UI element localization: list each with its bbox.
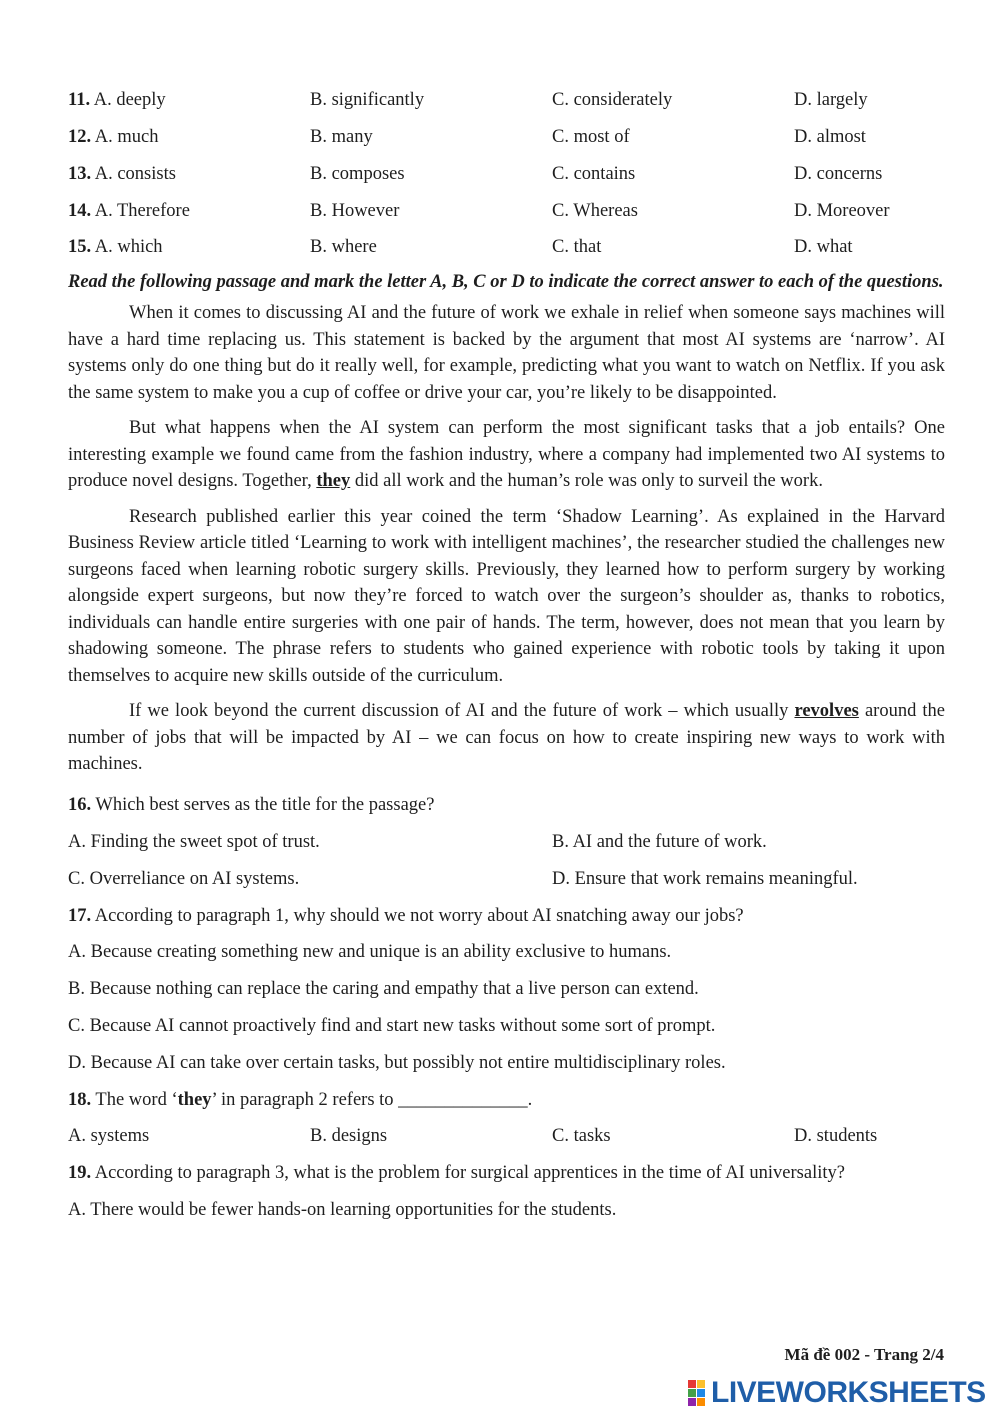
passage-paragraph-4: If we look beyond the current discussion of AI and the future of work – which usually revolves around the number of jobs that will be impacted by AI – we can focus on how to create inspiring new ways to work with machines. <box>68 701 946 775</box>
option-a[interactable]: 11. A. deeply <box>68 90 166 111</box>
question-17: 17. According to paragraph 1, why should we not worry about AI snatching away our jobs? <box>68 905 744 926</box>
question-18-options <box>68 1118 945 1155</box>
passage-paragraph-3: Research published earlier this year coined the term ‘Shadow Learning’. As explained in the Harvard Business Review article titled ‘Learning to work with intelligent machines’, the researcher studied the challenges new surgeons faced when learning robotic surgery skills. Previously, they learned how to perform surgery by working alongside expert surgeons, but now they’re forced to watch over the surgeon’s shoulder as, thanks to robotics, individuals can handle entire surgeries with one pair of hands. The term, however, does not mean that you learn by shadowing someone. The phrase refers to students who gained experience with robotic tools by taking it upon themselves to acquire new skills outside of the curriculum. <box>68 506 945 686</box>
question-16-options-row-2 <box>68 861 945 898</box>
option-b[interactable]: B. Because nothing can replace the caring and empathy that a live person can extend. <box>68 979 699 1000</box>
previous-questions <box>68 82 945 266</box>
referenced-word-they: they <box>316 471 351 492</box>
option-b[interactable]: B. However <box>310 200 400 221</box>
option-b[interactable]: B. designs <box>310 1126 388 1147</box>
option-c[interactable]: C. Overreliance on AI systems. <box>68 868 300 889</box>
question-19: 19. According to paragraph 3, what is the problem for surgical apprentices in the time of AI universality? <box>68 1163 845 1184</box>
logo-text: LIVEWORKSHEETS <box>711 1376 986 1409</box>
option-d[interactable]: D. what <box>794 237 853 258</box>
option-b[interactable]: B. composes <box>310 163 405 184</box>
option-b[interactable]: B. AI and the future of work. <box>552 831 767 852</box>
option-d[interactable]: D. students <box>794 1126 878 1147</box>
question-row-11 <box>68 82 945 119</box>
worksheet-page <box>68 82 945 1229</box>
option-a[interactable]: A. There would be fewer hands-on learning opportunities for the students. <box>68 1199 617 1220</box>
passage-paragraph-2: But what happens when the AI system can perform the most significant tasks that a job entails? One interesting example we found came from the fashion industry, where a company had implemented two AI systems to produce novel designs. Together, they did all work and the human’s role was only to surveil the work. <box>68 418 945 492</box>
question-16: 16. Which best serves as the title for the passage? <box>68 795 435 816</box>
logo-square <box>697 1398 705 1406</box>
option-d[interactable]: D. almost <box>794 126 866 147</box>
question-row-14 <box>68 192 945 229</box>
option-d[interactable]: D. concerns <box>794 163 883 184</box>
liveworksheets-logo <box>688 1376 986 1410</box>
option-a[interactable]: A. Because creating something new and unique is an ability exclusive to humans. <box>68 942 672 963</box>
option-c[interactable]: C. Because AI cannot proactively find and start new tasks without some sort of prompt. <box>68 1015 716 1036</box>
logo-square <box>688 1398 696 1406</box>
option-c[interactable]: C. most of <box>552 126 630 147</box>
option-a[interactable]: 14. A. Therefore <box>68 200 190 221</box>
option-d[interactable]: D. Ensure that work remains meaningful. <box>552 868 858 889</box>
option-c[interactable]: C. tasks <box>552 1126 611 1147</box>
option-c[interactable]: C. considerately <box>552 90 673 111</box>
question-row-13 <box>68 156 945 193</box>
option-a[interactable]: 12. A. much <box>68 126 159 147</box>
option-a[interactable]: A. Finding the sweet spot of trust. <box>68 831 320 852</box>
logo-square <box>688 1380 696 1388</box>
logo-square <box>697 1380 705 1388</box>
option-d[interactable]: D. largely <box>794 90 868 111</box>
option-b[interactable]: B. significantly <box>310 90 425 111</box>
reading-instruction: Read the following passage and mark the letter A, B, C or D to indicate the correct answer to each of the questions. <box>68 271 944 292</box>
logo-mark-icon <box>688 1380 705 1406</box>
passage-paragraph-1: When it comes to discussing AI and the future of work we exhale in relief when someone says machines will have a hard time replacing us. This statement is backed by the argument that most AI systems are ‘narrow’. AI systems only do one thing but do it really well, for example, predicting what you want to watch on Netflix. If you ask the same system to make you a cup of coffee or drive your car, you’re likely to be disappointed. <box>68 303 945 403</box>
logo-square <box>688 1389 696 1397</box>
referenced-word-revolves: revolves <box>794 701 859 722</box>
option-c[interactable]: C. that <box>552 237 602 258</box>
option-a[interactable]: A. systems <box>68 1126 150 1147</box>
question-18: 18. The word ‘they’ in paragraph 2 refers to ______________. <box>68 1089 533 1110</box>
option-c[interactable]: C. contains <box>552 163 636 184</box>
logo-square <box>697 1389 705 1397</box>
option-d[interactable]: D. Because AI can take over certain tasks, but possibly not entire multidisciplinary roles. <box>68 1052 726 1073</box>
option-a[interactable]: 13. A. consists <box>68 163 176 184</box>
option-c[interactable]: C. Whereas <box>552 200 638 221</box>
option-b[interactable]: B. where <box>310 237 377 258</box>
question-16-options-row-1 <box>68 824 945 861</box>
question-row-15 <box>68 229 945 266</box>
question-row-12 <box>68 119 945 156</box>
page-footer: Mã đề 002 - Trang 2/4 <box>784 1345 944 1364</box>
option-b[interactable]: B. many <box>310 126 373 147</box>
reading-passage <box>68 300 945 778</box>
option-a[interactable]: 15. A. which <box>68 237 163 258</box>
option-d[interactable]: D. Moreover <box>794 200 890 221</box>
